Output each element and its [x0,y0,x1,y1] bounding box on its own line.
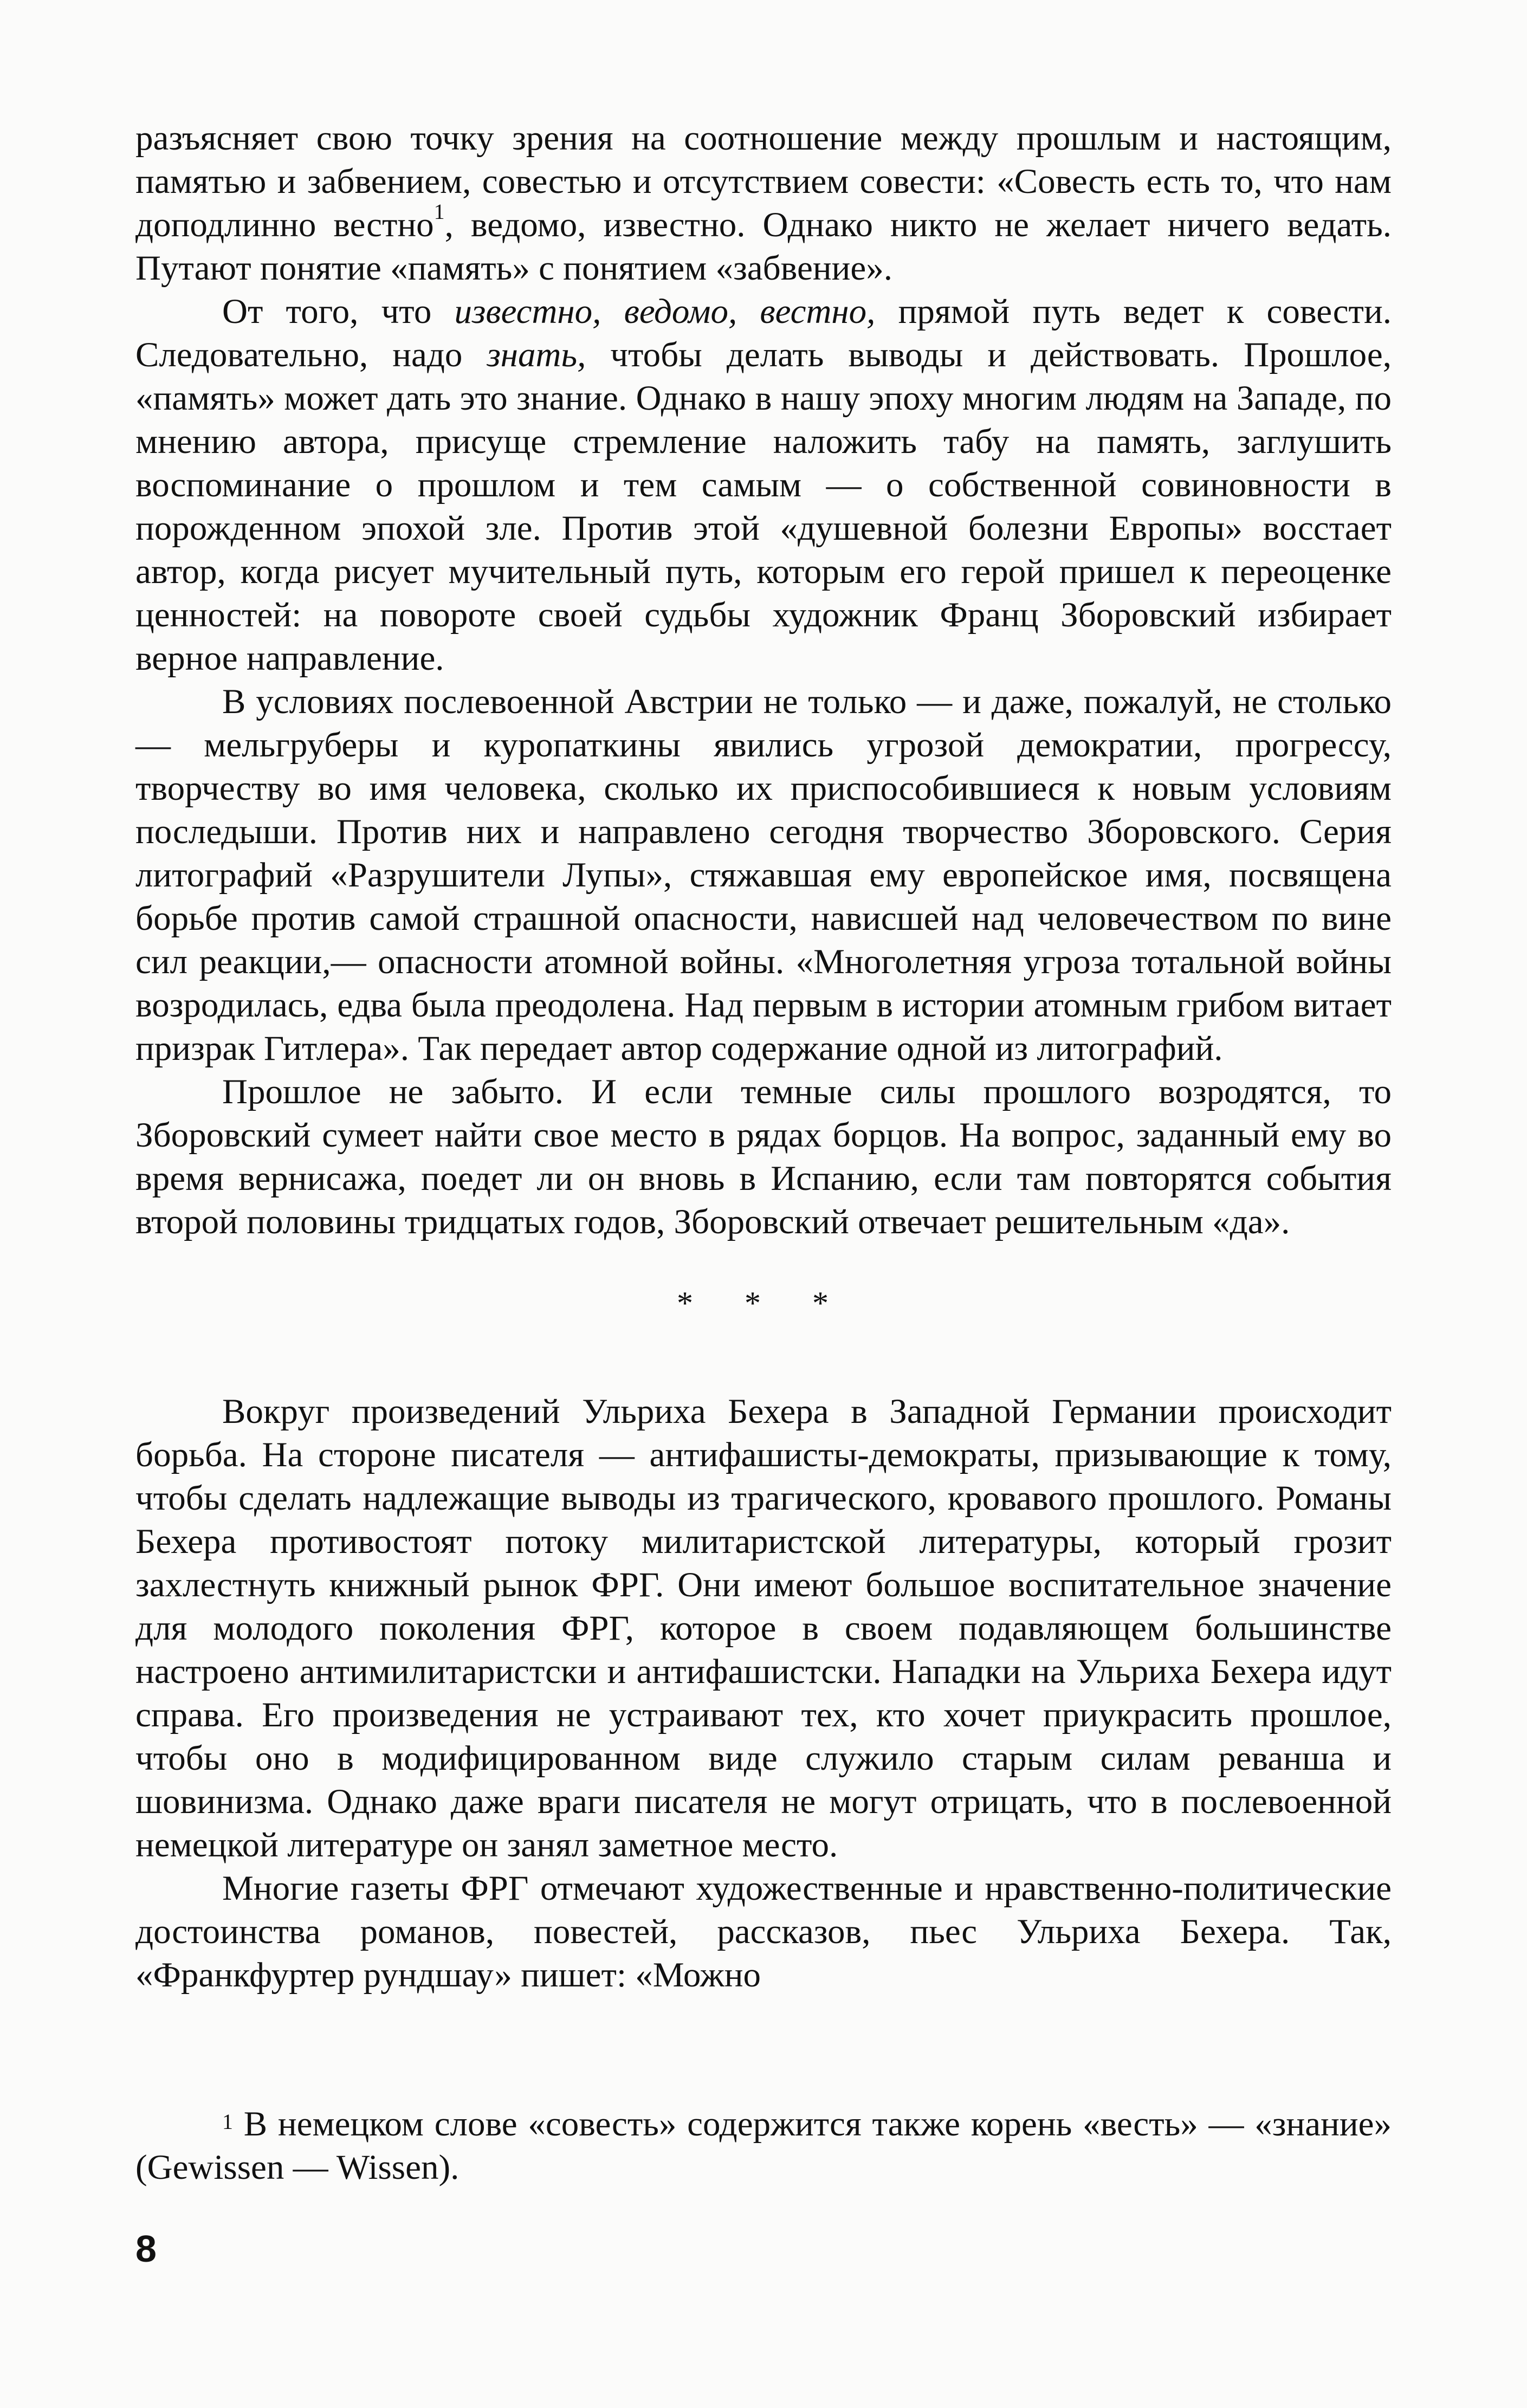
paragraph-1-text: разъясняет свою точку зрения на соотношение между прошлым и настоящим, памятью и забвением, совестью и отсутствием совести: «Совесть есть то, что нам доподлинно вестно [135,119,1392,244]
paragraph-3: В условиях послевоенной Австрии не только — и даже, пожалуй, не столько — мельгруберы и куропаткины явились угрозой демократии, прогрессу, творчеству во имя человека, сколько их приспособившиеся к новым условиям последыши. Против них и направлено сегодня творчество Зборовского. Серия литографий «Разрушители Лупы», стяжавшая ему европейское имя, посвящена борьбе против самой страшной опасности, нависшей над человечеством по вине сил реакции,— опасности атомной войны. «Многолетняя угроза тотальной войны возродилась, едва была преодолена. Над первым в истории атомным грибом витает призрак Гитлера». Так передает автор содержание одной из литографий. [135,682,1392,1068]
paragraph-2-emphasis-2: знать, [487,335,586,374]
paragraph-2 [135,290,1392,680]
paragraph-2-emphasis-1: известно, ведомо, вестно, [454,292,876,331]
footnote-text: В немецком слове «совесть» содержится также корень «весть» — «знание» (Gewissen — Wissen). [135,2105,1392,2187]
paragraph-1 [135,116,1392,290]
paragraph-2-text-c: чтобы делать выводы и действовать. Прошлое, «память» может дать это знание. Однако в нашу эпоху многим людям на Западе, по мнению автора, присуще стремление наложить табу на память, заглушить воспоминание о прошлом и тем самым — о собственной совиновности в порожденном эпохой зле. Против этой «душевной болезни Европы» восстает автор, когда рисует мучительный путь, которым его герой пришел к переоценке ценностей: на повороте своей судьбы художник Франц Зборовский избирает верное направление. [135,335,1392,678]
section-separator: * * * [677,1285,850,1321]
paragraph-2-text-b: прямой путь ведет к совести. Следовательно, надо [135,292,1392,374]
main-text [135,116,1392,1997]
paragraph-2-text-a: От того, что [222,292,455,331]
paragraph-5: Вокруг произведений Ульриха Бехера в Западной Германии происходит борьба. На стороне писателя — антифашисты-демократы, призывающие к тому, чтобы сделать надлежащие выводы из трагического, кровавого прошлого. Романы Бехера противостоят потоку милитаристской литературы, который грозит захлестнуть книжный рынок ФРГ. Они имеют большое воспитательное значение для молодого поколения ФРГ, которое в своем подавляющем большинстве настроено антимилитаристски и антифашистски. Нападки на Ульриха Бехера идут справа. Его произведения не устраивают тех, кто хочет приукрасить прошлое, чтобы оно в модифицированном виде служило старым силам реванша и шовинизма. Однако даже враги писателя не могут отрицать, что в послевоенной немецкой литературе он занял заметное место. [135,1392,1392,1865]
page-number: 8 [135,2228,157,2270]
paragraph-1-text-rest: , ведомо, известно. Однако никто не желает ничего ведать. Путают понятие «память» с понятием «забвение». [135,205,1392,288]
footnote-reference: 1 [433,199,445,224]
footnote [135,2102,1392,2189]
paragraph-4: Прошлое не забыто. И если темные силы прошлого возродятся, то Зборовский сумеет найти свое место в рядах борцов. На вопрос, заданный ему во время вернисажа, поедет ли он вновь в Испанию, если там повторятся события второй половины тридцатых годов, Зборовский отвечает решительным «да». [135,1072,1392,1241]
paragraph-6: Многие газеты ФРГ отмечают художественные и нравственно-политические достоинства романов, повестей, рассказов, пьес Ульриха Бехера. Так, «Франкфуртер рундшау» пишет: «Можно [135,1869,1392,1995]
footnote-mark: 1 [222,2109,233,2134]
